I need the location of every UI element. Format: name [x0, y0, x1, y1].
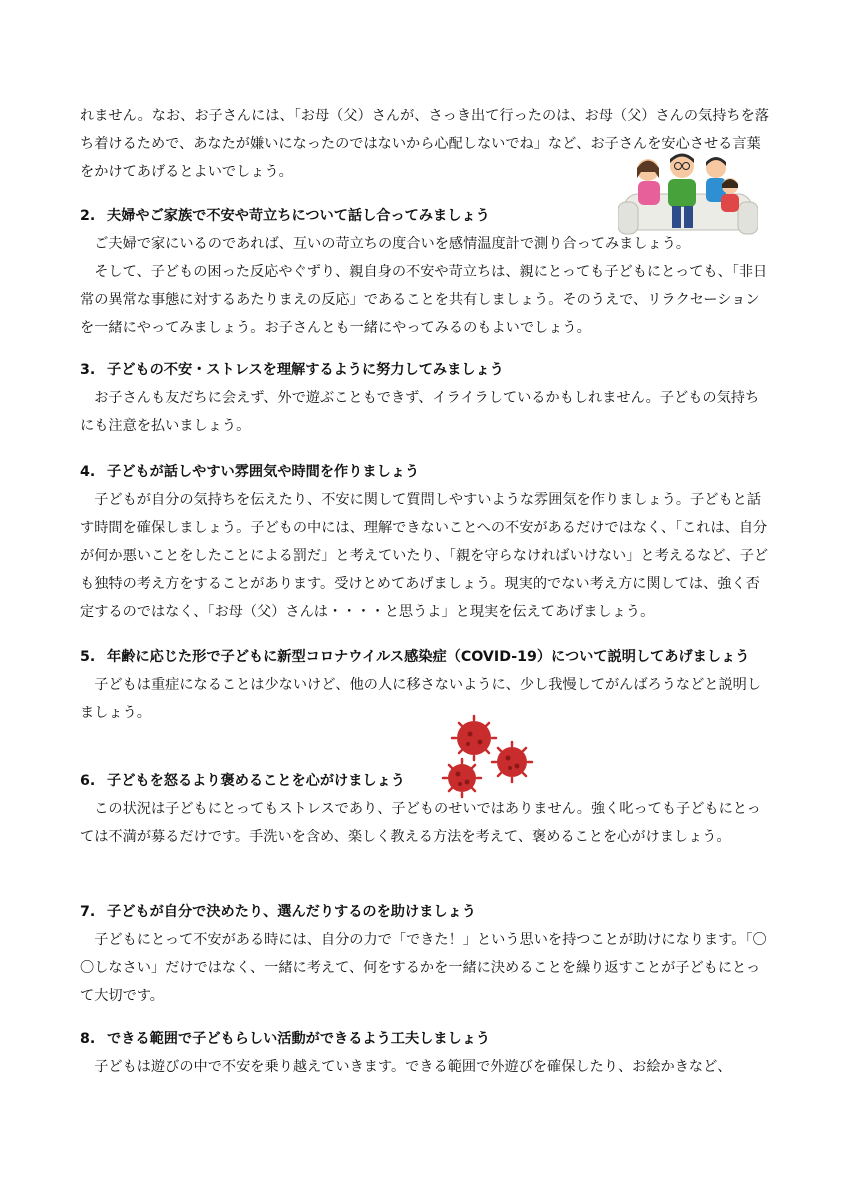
section-paragraph: この状況は子どもにとってもストレスであり、子どものせいではありません。強く叱っても子どもにとっては不満が募るだけです。手洗いを含め、楽しく教える方法を考えて、褒めることを心がけましょう。	[80, 801, 761, 845]
section-number: 2.	[80, 208, 96, 224]
section-paragraph: 子どもは遊びの中で不安を乗り越えていきます。できる範囲で外遊びを確保したり、お絵かきなど、	[94, 1059, 732, 1075]
section-number: 6.	[80, 773, 96, 789]
section-number: 7.	[80, 904, 96, 920]
section-paragraph: ご夫婦で家にいるのであれば、互いの苛立ちの度合いを感情温度計で測り合ってみましょう。	[94, 236, 691, 252]
intro-paragraph: れません。なお、お子さんには、「お母（父）さんが、さっき出て行ったのは、お母（父）さんの気持ちを落ち着けるためで、あなたが嫌いになったのではないから心配しないでね」など、お子さんを安心させる言葉をかけてあげるとよいでしょう。	[80, 108, 769, 180]
section-number: 3.	[80, 362, 96, 378]
section-8	[80, 1025, 770, 1081]
section-paragraph: お子さんも友だちに会えず、外で遊ぶこともできず、イライラしているかもしれません。子どもの気持ちにも注意を払いましょう。	[80, 390, 760, 434]
section-3	[80, 356, 770, 440]
section-number: 5.	[80, 649, 96, 665]
section-title: 子どもの不安・ストレスを理解するように努力してみましょう	[107, 362, 504, 378]
section-paragraph: 子どもが自分の気持ちを伝えたり、不安に関して質問しやすいような雰囲気を作りましょう。子どもと話す時間を確保しましょう。子どもの中には、理解できないことへの不安があるだけではなく、「これは、自分が何か悪いことをしたことによる罰だ」と考えていたり、「親を守らなければいけない」と考えるなど、子ども独特の考え方をすることがあります。受けとめてあげましょう。現実的でない考え方に関しては、強く否定するのではなく、「お母（父）さんは・・・・と思うよ」と現実を伝えてあげましょう。	[80, 492, 769, 620]
section-7	[80, 898, 770, 1010]
section-heading	[80, 898, 770, 926]
section-heading	[80, 1025, 770, 1053]
section-title: できる範囲で子どもらしい活動ができるよう工夫しましょう	[107, 1031, 491, 1047]
section-heading	[80, 202, 770, 230]
section-paragraph: そして、子どもの困った反応やぐずり、親自身の不安や苛立ちは、親にとっても子どもにとっても、「非日常の異常な事態に対するあたりまえの反応」であることを共有しましょう。そのうえで、リラクセーションを一緒にやってみましょう。お子さんとも一緒にやってみるのもよいでしょう。	[80, 264, 768, 336]
section-heading	[80, 643, 770, 671]
section-number: 8.	[80, 1031, 96, 1047]
section-title: 子どもが話しやすい雰囲気や時間を作りましょう	[107, 464, 420, 480]
section-heading	[80, 767, 770, 795]
section-number: 4.	[80, 464, 96, 480]
section-paragraph: 子どもは重症になることは少ないけど、他の人に移さないように、少し我慢してがんばろうなどと説明しましょう。	[80, 677, 762, 721]
section-2	[80, 202, 770, 342]
section-title: 夫婦やご家族で不安や苛立ちについて話し合ってみましょう	[107, 208, 490, 224]
section-title: 年齢に応じた形で子どもに新型コロナウイルス感染症（COVID-19）について説明してあげましょう	[107, 649, 750, 665]
section-5	[80, 643, 770, 727]
section-heading	[80, 356, 770, 384]
section-paragraph: 子どもにとって不安がある時には、自分の力で「できた！」という思いを持つことが助けになります。「〇〇しなさい」だけではなく、一緒に考えて、何をするかを一緒に決めることを繰り返すことが子どもにとって大切です。	[80, 932, 767, 1004]
section-title: 子どもが自分で決めたり、選んだりするのを助けましょう	[107, 904, 476, 920]
section-title: 子どもを怒るより褒めることを心がけましょう	[107, 773, 405, 789]
section-6	[80, 767, 770, 851]
section-4	[80, 458, 770, 626]
section-heading	[80, 458, 770, 486]
